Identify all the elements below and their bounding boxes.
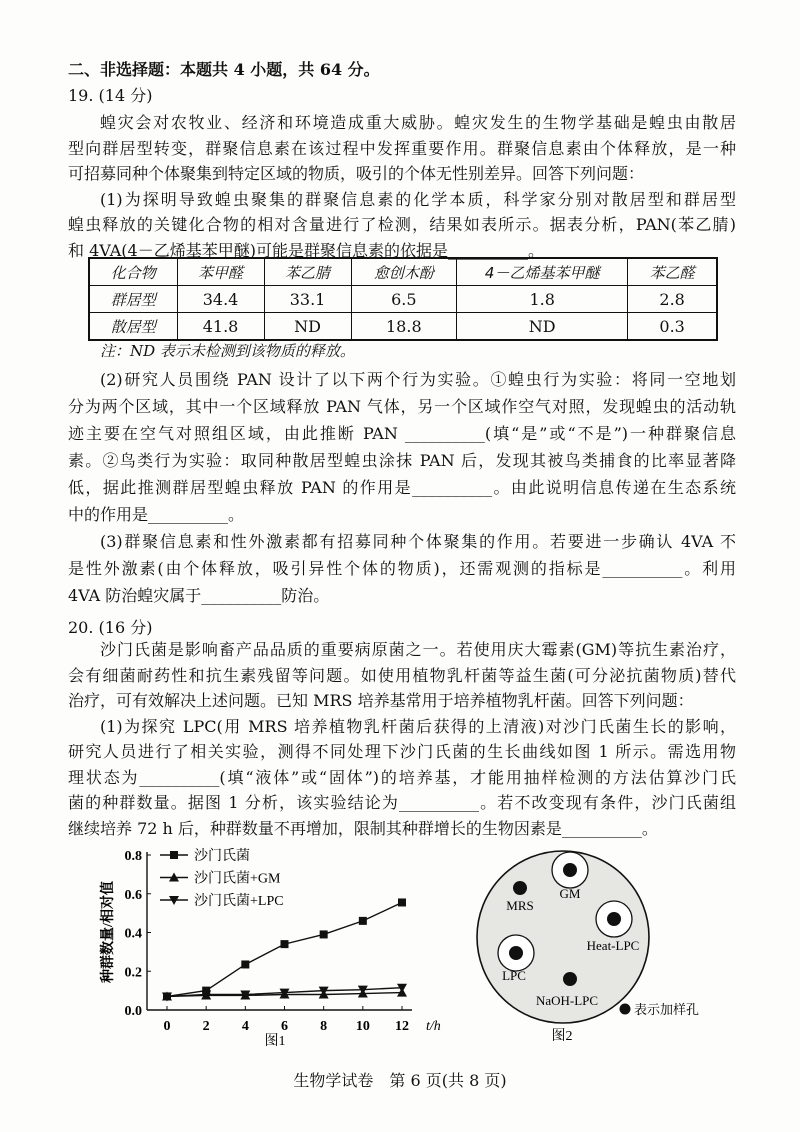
legend-label: 沙门氏菌 [194, 849, 250, 864]
text-line: 是性外激素(由个体释放，吸引异性个体的物质)，还需观测的指标是__________。利用 [68, 559, 736, 578]
legend-label: 沙门氏菌+LPC [194, 894, 284, 909]
page-footer: 生物学试卷 第 6 页(共 8 页) [293, 1071, 507, 1090]
text-line: 分为两个区域，其中一个区域释放 PAN 气体，另一个区域作空气对照，发现蝗虫的活动轨 [68, 397, 736, 416]
q20-number: 20. (16 分) [68, 618, 153, 637]
text-line: 研究人员进行了相关实验，测得不同处理下沙门氏菌的生长曲线如图 1 所示。需选用物 [68, 742, 736, 761]
sample-well [607, 912, 621, 926]
text-line: 继续培养 72 h 后，种群数量不再增加，限制其种群增长的生物因素是__________。 [68, 818, 658, 838]
text-line: (2)研究人员围绕 PAN 设计了以下两个行为实验。①蝗虫行为实验：将同一空地划 [100, 370, 736, 389]
well-legend-label: 表示加样孔 [634, 1002, 700, 1017]
table-cell: 41.8 [177, 313, 264, 341]
sample-well [563, 972, 577, 986]
well-label: Heat-LPC [586, 938, 640, 953]
text-line: 型向群居型转变，群聚信息素在该过程中发挥重要作用。群聚信息素由个体释放，是一种 [68, 138, 736, 158]
table-cell: 散居型 [89, 313, 177, 341]
y-tick-label: 0.2 [124, 965, 142, 981]
sample-well [509, 946, 523, 960]
text-line: 蝗虫释放的关键化合物的相对含量进行了检测，结果如表所示。据表分析，PAN(苯乙腈) [68, 215, 736, 234]
well-label: LPC [502, 968, 526, 983]
table-cell: 33.1 [264, 286, 351, 313]
text-line: (3)群聚信息素和性外激素都有招募同种个体聚集的作用。若要进一步确认 4VA 不 [100, 532, 736, 551]
text-line: 菌的种群数量。据图 1 分析，该实验结论为__________。若不改变现有条件，沙门氏菌组 [68, 793, 736, 812]
x-tick-label: 0 [163, 1019, 171, 1034]
text-line: 可招募同种个体聚集到特定区域的物质，吸引的个体无性别差异。回答下列问题： [68, 164, 645, 183]
y-tick-label: 0.4 [124, 926, 142, 942]
x-tick-label: 4 [241, 1019, 249, 1034]
table-note: 注：ND 表示未检测到该物质的释放。 [100, 342, 355, 360]
text-line: (1)为探明导致蝗虫聚集的群聚信息素的化学本质，科学家分别对散居型和群居型 [100, 189, 736, 209]
q19-number: 19. (14 分) [68, 86, 153, 105]
x-tick-label: 8 [320, 1019, 328, 1034]
text-line: 蝗灾会对农牧业、经济和环境造成重大威胁。蝗灾发生的生物学基础是蝗虫由散居 [100, 113, 736, 132]
table-cell: 0.3 [628, 313, 717, 341]
table-cell: 群居型 [89, 286, 177, 313]
text-line: 和 4VA(4－乙烯基苯甲醚)可能是群聚信息素的依据是__________。 [68, 240, 544, 260]
text-line: (1)为探究 LPC(用 MRS 培养植物乳杆菌后获得的上清液)对沙门氏菌生长的影响， [100, 716, 736, 736]
well-label: MRS [506, 898, 534, 913]
table-header-cell: 4－乙烯基苯甲醚 [457, 258, 628, 286]
table-header-cell: 苯甲醛 [177, 258, 264, 286]
x-tick-label: 12 [395, 1019, 409, 1034]
table-header-cell: 苯乙腈 [264, 258, 351, 286]
text-line: 中的作用是__________。 [68, 505, 245, 524]
legend-label: 沙门氏菌+GM [194, 871, 281, 887]
x-tick-label: 2 [202, 1019, 210, 1034]
table-header-cell: 化合物 [89, 258, 177, 286]
table-cell: 1.8 [457, 286, 628, 313]
x-tick-label: 10 [355, 1019, 370, 1034]
table-cell: 2.8 [628, 286, 717, 313]
well-label: GM [559, 886, 581, 901]
well-legend-dot [620, 1004, 631, 1015]
x-axis-label: t/h [426, 1019, 441, 1034]
text-line: 理状态为__________(填“液体”或“固体”)的培养基，才能用抽样检测的方法估算沙门氏 [68, 767, 736, 787]
y-tick-label: 0.0 [124, 1004, 142, 1019]
x-tick-label: 6 [281, 1019, 288, 1034]
table-cell: ND [264, 313, 351, 341]
text-line: 低，据此推测群居型蝗虫释放 PAN 的作用是__________。由此说明信息传递在生态系统 [68, 478, 736, 497]
table-header-cell: 愈创木酚 [351, 258, 457, 286]
text-line: 4VA 防治蝗灾属于__________防治。 [68, 586, 330, 605]
table-cell: 6.5 [351, 286, 457, 313]
text-line: 沙门氏菌是影响畜产品品质的重要病原菌之一。若使用庆大霉素(GM)等抗生素治疗， [100, 640, 736, 659]
y-tick-label: 0.6 [124, 887, 142, 903]
sample-well [513, 881, 527, 895]
table-cell: ND [457, 313, 628, 341]
sample-well [563, 863, 577, 877]
table-header-cell: 苯乙醛 [628, 258, 717, 286]
well-label: NaOH-LPC [535, 993, 599, 1008]
y-axis-label: 种群数量/相对值 [101, 881, 116, 983]
chart-title: 图1 [264, 1034, 286, 1049]
y-tick-label: 0.8 [124, 849, 142, 864]
section-header-text: 二、非选择题：本题共 4 小题，共 64 分。 [68, 60, 380, 79]
text-line: 素。②鸟类行为实验：取同种散居型蝗虫涂抹 PAN 后，发现其被鸟类捕食的比率显著降 [68, 451, 736, 470]
figure2-caption: 图2 [551, 1029, 573, 1044]
text-line: 迹主要在空气对照组区域，由此推断 PAN __________(填“是”或“不是”)一种群聚信息 [68, 424, 736, 443]
text-line: 会有细菌耐药性和抗生素残留等问题。如使用植物乳杆菌等益生菌(可分泌抗菌物质)替代 [68, 665, 736, 685]
table-cell: 34.4 [177, 286, 264, 313]
text-line: 治疗，可有效解决上述问题。已知 MRS 培养基常用于培养植物乳杆菌。回答下列问题： [68, 691, 694, 710]
table-cell: 18.8 [351, 313, 457, 341]
